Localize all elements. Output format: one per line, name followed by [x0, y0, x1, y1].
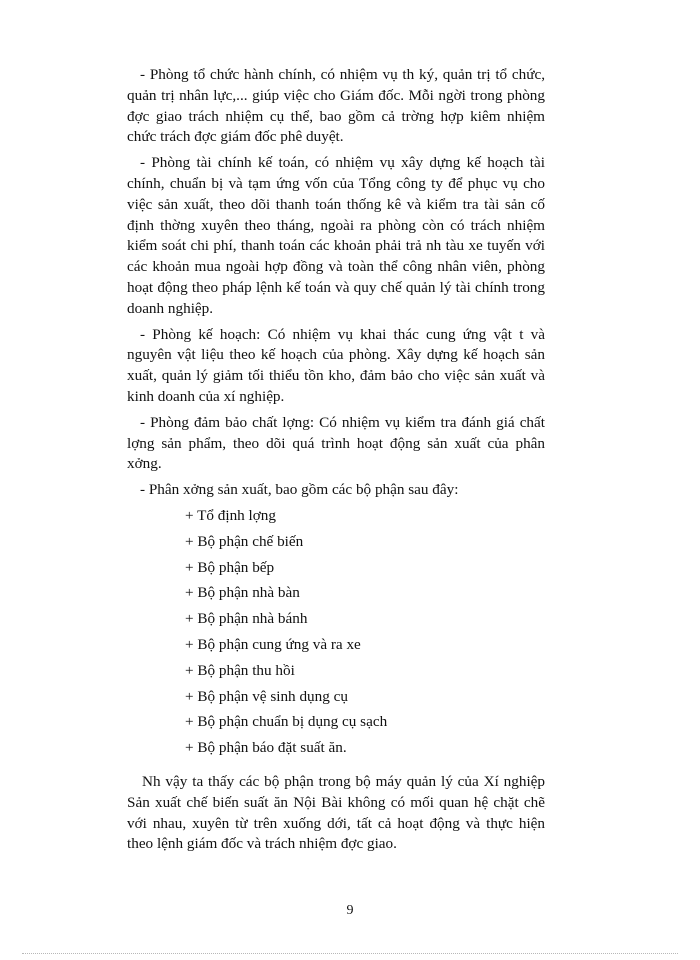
list-item: + Bộ phận chuẩn bị dụng cụ sạch: [185, 713, 388, 731]
department-list: [127, 506, 545, 764]
list-item: + Bộ phận báo đặt suất ăn.: [185, 739, 347, 757]
list-item: + Bộ phận cung ứng và ra xe: [185, 635, 361, 653]
list-item: + Bộ phận nhà bàn: [185, 584, 300, 602]
paragraph-admin-office: - Phòng tổ chức hành chính, có nhiệm vụ th ký, quản trị tổ chức, quản trị nhân lực,... giúp việc cho Giám đốc. Mỗi ngời trong phòng đợc giao trách nhiệm cụ thể, bao gồm cả trờng hợp kiêm nhiệm chức trách đợc giám đốc phê duyệt.: [127, 66, 545, 146]
list-item: + Bộ phận chế biến: [185, 532, 304, 550]
paragraph-quality-assurance: - Phòng đảm bảo chất lợng: Có nhiệm vụ kiểm tra đánh giá chất lợng sản phẩm, theo dõi quá trình hoạt động sản xuất của phân xởng.: [127, 413, 545, 473]
page-body: [127, 65, 545, 860]
paragraph-production-workshop: - Phân xởng sản xuất, bao gồm các bộ phận sau đây:: [140, 481, 459, 499]
page-bottom-divider: [22, 953, 678, 954]
list-item: + Bộ phận bếp: [185, 558, 275, 576]
page-number: 9: [346, 903, 354, 918]
paragraph-planning-office: - Phòng kế hoạch: Có nhiệm vụ khai thác cung ứng vật t và nguyên vật liệu theo kế hoạch của phòng. Xây dựng kế hoạch sản xuất, quản lý giảm tối thiểu tồn kho, đảm bảo cho việc sản xuất và kinh doanh của xí nghiệp.: [127, 325, 545, 405]
list-item: + Bộ phận vệ sinh dụng cụ: [185, 687, 348, 705]
list-item: + Bộ phận thu hồi: [185, 661, 295, 679]
list-item: + Bộ phận nhà bánh: [185, 610, 308, 628]
paragraph-closing: Nh vậy ta thấy các bộ phận trong bộ máy quản lý của Xí nghiệp Sản xuất chế biến suất ăn Nội Bài không có mối quan hệ chặt chẽ với nhau, xuyên từ trên xuống dới, tất cả hoạt động và thực hiện theo lệnh giám đốc và trách nhiệm đợc giao.: [127, 772, 545, 853]
paragraph-finance-accounting: - Phòng tài chính kế toán, có nhiệm vụ xây dựng kế hoạch tài chính, chuẩn bị và tạm ứng vốn của Tổng công ty để phục vụ cho việc sản xuất, theo dõi thanh toán thống kê và kiểm tra tài sản cố định thờng xuyên theo tháng, ngoài ra phòng còn có trách nhiệm kiểm soát chi phí, thanh toán các khoản phải trả nh tàu xe tuyến với các khoản mua ngoài hợp đồng và toàn thể công nhân viên, phòng hoạt động theo pháp lệnh kế toán và quy chế quản lý tài chính trong doanh nghiệp.: [127, 154, 545, 317]
list-item: + Tổ định lợng: [185, 506, 276, 524]
